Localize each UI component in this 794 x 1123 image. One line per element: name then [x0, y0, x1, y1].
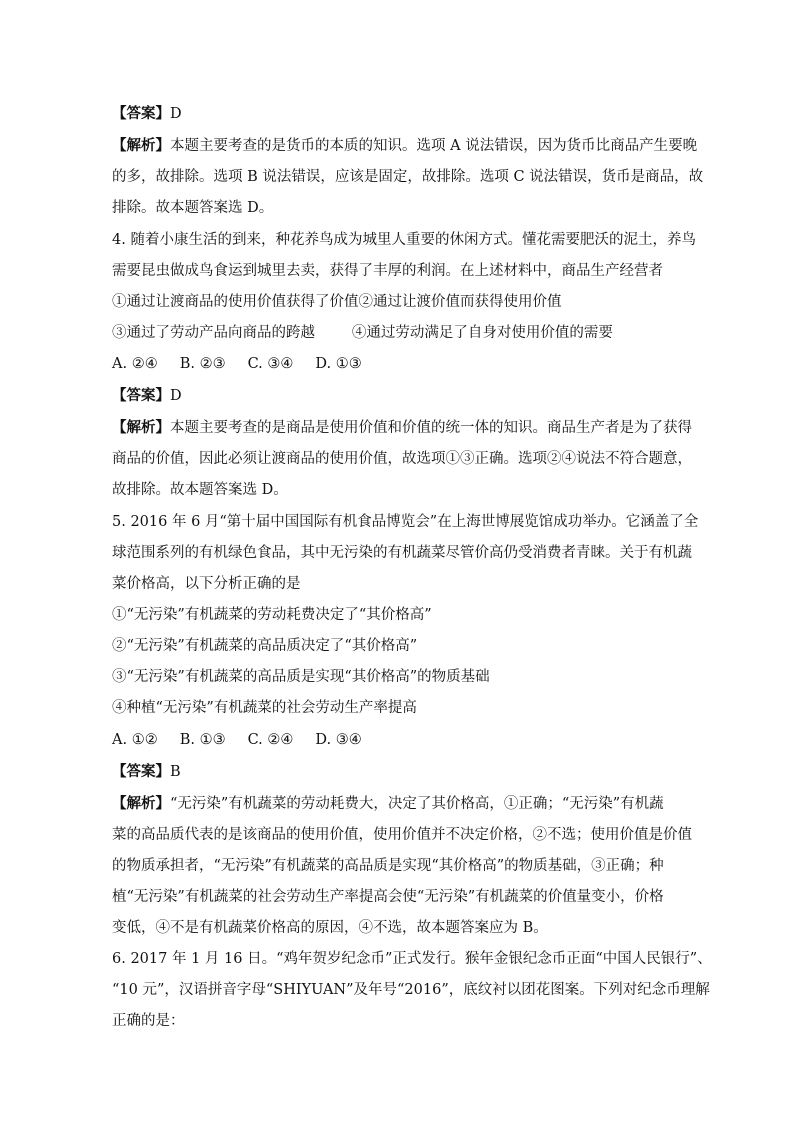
q4-stem-line-1: 4. 随着小康生活的到来，种花养鸟成为城里人重要的休闲方式。懂花需要肥沃的泥土，养鸟 — [112, 232, 696, 248]
analysis-text: 本题主要考查的是货币的本质的知识。选项 A 说法错误，因为货币比商品产生要晚 — [170, 138, 698, 154]
q5-analysis-line-3: 的物质承担者，“无污染”有机蔬菜的高品质是实现“其价格高”的物质基础，③正确；种 — [112, 858, 664, 874]
analysis-label: 【解析】 — [112, 795, 170, 812]
answer-value: D — [170, 388, 182, 404]
q5-analysis-line-2: 菜的高品质代表的是该商品的使用价值，使用价值并不决定价格，②不选；使用价值是价值 — [112, 827, 692, 843]
analysis-text: “无污染”有机蔬菜的劳动耗费大，决定了其价格高，①正确；“无污染”有机蔬 — [170, 796, 664, 812]
q6-stem-line-1: 6. 2017 年 1 月 16 日。“鸡年贺岁纪念币”正式发行。猴年金银纪念币正面“中国人民银行”、 — [112, 951, 712, 967]
q4-options — [112, 354, 712, 374]
q5-analysis-line-5: 变低，④不是有机蔬菜价格高的原因，④不选，故本题答案应为 B。 — [112, 920, 548, 936]
q4-analysis-line-2: 商品的价值，因此必须让渡商品的使用价值，故选项①③正确。选项②④说法不符合题意， — [112, 451, 692, 467]
option-c: C. ③④ — [247, 356, 294, 372]
q3-answer — [112, 104, 712, 124]
q5-options — [112, 730, 712, 750]
analysis-text: 本题主要考查的是商品是使用价值和价值的统一体的知识。商品生产者是为了获得 — [170, 420, 692, 436]
q5-answer — [112, 762, 712, 782]
q5-choice-line-1: ①“无污染”有机蔬菜的劳动耗费决定了“其价格高” — [112, 607, 432, 623]
q4-choice-line-1: ①通过让渡商品的使用价值获得了价值②通过让渡价值而获得使用价值 — [112, 294, 562, 310]
q3-analysis-line-2: 的多，故排除。选项 B 说法错误，应该是固定，故排除。选项 C 说法错误，货币是商品，故 — [112, 169, 704, 185]
answer-label: 【答案】 — [112, 387, 170, 404]
q5-stem-line-2: 球范围系列的有机绿色食品，其中无污染的有机蔬菜尽管价高仍受消费者青睐。关于有机蔬 — [112, 545, 692, 561]
option-a: A. ①② — [112, 732, 158, 748]
analysis-label: 【解析】 — [112, 419, 170, 436]
q5-stem-line-3: 菜价格高，以下分析正确的是 — [112, 576, 301, 592]
q4-analysis-line-1 — [112, 418, 712, 438]
q5-choice-line-3: ③“无污染”有机蔬菜的高品质是实现“其价格高”的物质基础 — [112, 669, 490, 685]
q3-analysis-line-1 — [112, 136, 712, 156]
option-c: C. ②④ — [247, 732, 294, 748]
answer-value: D — [170, 106, 182, 122]
q4-analysis-line-3: 故排除。故本题答案选 D。 — [112, 482, 288, 498]
option-d: D. ①③ — [315, 356, 362, 372]
q5-analysis-line-4: 植“无污染”有机蔬菜的社会劳动生产率提高会使“无污染”有机蔬菜的价值量变小，价格 — [112, 889, 664, 905]
q4-answer — [112, 386, 712, 406]
option-b: B. ①③ — [179, 732, 226, 748]
q3-analysis-line-3: 排除。故本题答案选 D。 — [112, 200, 274, 216]
analysis-label: 【解析】 — [112, 137, 170, 154]
q5-stem-line-1: 5. 2016 年 6 月“第十届中国国际有机食品博览会”在上海世博展览馆成功举办。它涵盖了全 — [112, 514, 699, 530]
q6-stem-line-3: 正确的是： — [112, 1013, 185, 1029]
q6-stem-line-2: “10 元”，汉语拼音字母“SHIYUAN”及年号“2016”，底纹衬以团花图案。下列对纪念币理解 — [112, 982, 710, 998]
q4-stem-line-2: 需要昆虫做成鸟食运到城里去卖，获得了丰厚的利润。在上述材料中，商品生产经营者 — [112, 263, 663, 279]
answer-label: 【答案】 — [112, 105, 170, 122]
answer-label: 【答案】 — [112, 763, 170, 780]
answer-value: B — [170, 764, 181, 780]
option-d: D. ③④ — [315, 732, 362, 748]
q5-choice-line-2: ②“无污染”有机蔬菜的高品质决定了“其价格高” — [112, 638, 418, 654]
q4-choice-line-2: ③通过了劳动产品向商品的跨越 ④通过劳动满足了自身对使用价值的需要 — [112, 325, 613, 341]
option-b: B. ②③ — [179, 356, 226, 372]
option-a: A. ②④ — [112, 356, 158, 372]
q5-analysis-line-1 — [112, 794, 712, 814]
q5-choice-line-4: ④种植“无污染”有机蔬菜的社会劳动生产率提高 — [112, 700, 417, 716]
